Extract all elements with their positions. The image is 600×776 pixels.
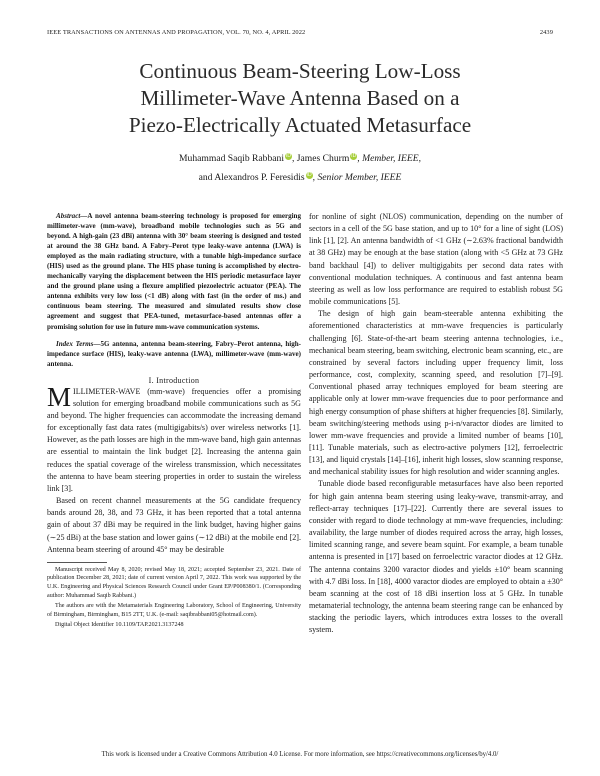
orcid-icon[interactable]: iD bbox=[306, 172, 312, 178]
journal-header: IEEE TRANSACTIONS ON ANTENNAS AND PROPAGATION, VOL. 70, NO. 4, APRIL 2022 bbox=[47, 29, 306, 36]
author-membership: , Senior Member, IEEE bbox=[312, 172, 402, 183]
body-paragraph: The design of high gain beam-steerable antenna exhibiting the aforementioned characteristics at mm-wave frequencies is particularly challenging [6]. State-of-the-art beam steering antenna technologies, i.e., mechanical beam steering, beam switching, electronic beam scanning, etc., are constrained by several factors including upper frequency limit, loss performance, cost, complexity, scanning speed, and resolution [7]–[9]. Conventional phased array techniques employed for beam steering are applicable only at lower mm-wave frequencies due to poor performance and high energy consumption of phase shifters at higher frequencies [8]. Similarly, beam switching/steering methods using p-i-n/varactor diodes are limited to lower mm-wave frequencies and provide a limited number of beams [10], [11]. Tunable materials, such as electro-active polymers [12], ferroelectric [13], and liquid crystals [14]–[16], inherit high losses, slow scanning response, and mechanical stability issues for high resolution and wider scanning angles. bbox=[309, 309, 563, 477]
author-line bbox=[40, 149, 560, 168]
right-column bbox=[309, 211, 563, 636]
footnote-rule bbox=[47, 562, 107, 563]
paper-title bbox=[40, 58, 560, 139]
author-name: , James Churm bbox=[292, 153, 350, 164]
footnote-doi[interactable]: Digital Object Identifier 10.1109/TAP.2021.3137248 bbox=[55, 622, 184, 629]
running-head bbox=[47, 29, 553, 36]
drop-cap: M bbox=[47, 381, 72, 412]
title-line: Continuous Beam-Steering Low-Loss bbox=[139, 59, 461, 83]
title-line: Piezo-Electrically Actuated Metasurface bbox=[128, 113, 472, 137]
left-column bbox=[47, 211, 301, 630]
abstract-text: A novel antenna beam-steering technology is proposed for emerging millimeter-wave (mm-wave), broadband mobile technologies such as 5G and beyond. A high-gain (23 dBi) antenna with 30° beam steering is designed and tested at around the 38 GHz band. A Fabry–Perot type leaky-wave antenna (LWA) is employed as the main radiating structure, with a tunable high-impedance surface (HIS) used as the ground plane. The HIS phase tuning is accomplished by electro-mechanically varying the displacement between the HIS periodic metasurface layer and the ground plane using a flexure amplified piezoelectric actuator (PEA). The antenna exhibits very low loss (<1 dB) along with fast (in the order of ms.) and continuous beam steering. The measured and simulated results show close agreement and suggest that PEA-tuned, metasurface-based antennas offer a promising solution for use in future mm-wave communication systems. bbox=[47, 212, 301, 331]
body-paragraph: Tunable diode based reconfigurable metasurfaces have also been reported for high gain antenna beam steering using leaky-wave, transmit-array, and reflect-array techniques [17]–[22]. Currently there are several issues to consider with regard to diode technology at mm-wave frequencies, including: availability, the large number of diodes required across the array, high losses, limited scanning range, and severe beam squint. For example, a beam tunable antenna is presented in [17] based on ferroelectric varactor diodes at 12 GHz. The antenna contains 3200 varactor diodes and yields ±10° beam scanning with 4.7 dBi loss. In [18], 4000 varactor diodes are employed to obtain a ±30° beam scanning at the cost of 18 dBi insertion loss at 5 GHz. In tunable metamaterial technology, the antenna beam steering range can be enhanced by stacking the periodic layers, which introduces extra losses to the overall system. bbox=[309, 479, 563, 635]
author-list bbox=[40, 149, 560, 187]
author-name: Muhammad Saqib Rabbani bbox=[179, 153, 284, 164]
page-number: 2439 bbox=[539, 29, 553, 36]
orcid-icon[interactable]: iD bbox=[285, 153, 292, 159]
abstract-label: Abstract— bbox=[56, 212, 88, 220]
abstract bbox=[47, 211, 301, 332]
title-line: Millimeter-Wave Antenna Based on a bbox=[140, 86, 460, 110]
body-paragraph: Based on recent channel measurements at the 5G candidate frequency bands around 28, 38, and 73 GHz, it has been reported that a total antenna gain of about 37 dBi may be required in the link budget, having higher gains (∼25 dBi) at the base station and lower gains (∼12 dBi) at the mobile end [2]. Antenna beam steering of around 45° may be desirable bbox=[47, 496, 301, 554]
body-paragraph: for nonline of sight (NLOS) communication, depending on the number of sectors in a cell of the 5G base station, and up to 10° for a line of sight (LOS) link [1], [2]. An antenna bandwidth of <1 GHz (∼2.63% fractional bandwidth at 38 GHz) may be enough at the base station (along with <5 GHz at 73 GHz band backhaul [4]) to deliver multigigabits per second data rates with conventional modulation techniques. A continuous and fast antenna beam steering as well as low loss performance are required to establish robust 5G mobile communications [5]. bbox=[309, 212, 563, 307]
author-line bbox=[40, 168, 560, 187]
author-name: and Alexandros P. Feresidis bbox=[198, 172, 305, 183]
author-membership: , Member, IEEE, bbox=[357, 153, 421, 164]
footnote-received: Manuscript received May 8, 2020; revised May 18, 2021; accepted September 23, 2021. Date of publication December 28, 2021; date of current version April 7, 2022. This work was supported by the U.K. Engineering and Physical Sciences Research Council under Grant EP/P008380/1. (Corresponding author: Muhammad Saqib Rabbani.) bbox=[47, 566, 301, 599]
intro-paragraph bbox=[47, 381, 301, 495]
index-terms-label: Index Terms— bbox=[56, 339, 101, 348]
section-heading: I. Introduction bbox=[148, 375, 200, 385]
footnote-affiliation: The authors are with the Metamaterials Engineering Laboratory, School of Engineering, University of Birmingham, Birmingham, B15 2TT, U.K. (e-mail: saqibrabbani05@hotmail.com). bbox=[47, 603, 301, 618]
license-notice[interactable]: This work is licensed under a Creative Commons Attribution 4.0 License. For more information, see https://creativecommons.org/licenses/by/4.0/ bbox=[101, 751, 499, 758]
index-terms bbox=[47, 339, 301, 369]
intro-text: ILLIMETER-WAVE (mm-wave) frequencies offer a promising solution for emerging broadband mobile communications such as 5G and beyond. The higher frequencies can accommodate the increasing demand for exceptionally fast data rates (multigigabits/s) over wireless networks [1]. However, as the path losses are high in the mm-wave band, high gain antennas are essential to maintain the link budget [2]. Increasing the antenna gain reduces the spatial coverage of the wireless transmission, which necessitates the antenna to have beam steering properties in order to sustain the wireless link [3]. bbox=[47, 386, 301, 493]
index-terms-text: 5G antenna, antenna beam-steering, Fabry–Perot antenna, high-impedance surface (HIS), leaky-wave antenna (LWA), millimeter-wave (mm-wave) antenna. bbox=[47, 339, 301, 368]
orcid-icon[interactable]: iD bbox=[351, 153, 357, 159]
